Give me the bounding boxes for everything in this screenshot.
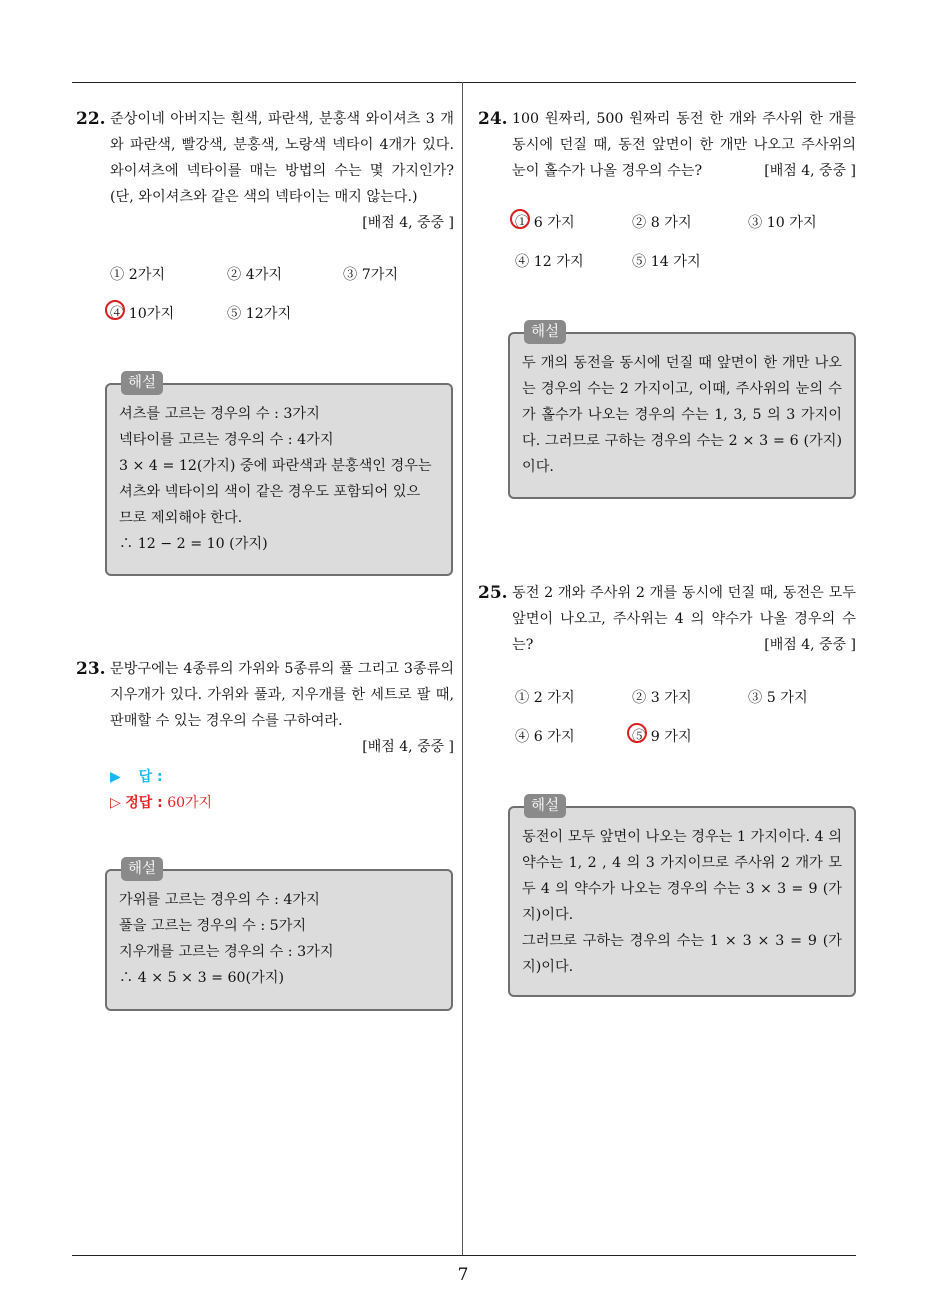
choice-1[interactable]: ① 2가지 bbox=[110, 267, 166, 283]
column-divider bbox=[462, 82, 463, 1255]
solution-box-23 bbox=[105, 861, 453, 1011]
question-text: 준상이네 아버지는 흰색, 파란색, 분홍색 와이셔츠 3 개와 파란색, 빨강색, 분홍색, 노랑색 넥타이 4개가 있다. 와이셔츠에 넥타이를 매는 방법의 수는 몇 가지인가?(단, 와이셔츠와 같은 색의 넥타이는 매지 않는다.) bbox=[110, 111, 454, 205]
solution-line: ∴ 12 − 2 = 10 (가지) bbox=[119, 536, 268, 552]
top-rule bbox=[72, 82, 856, 83]
score-meta: [배점 4, 중중 ] bbox=[362, 739, 454, 755]
choice-1[interactable]: ① 6 가지 bbox=[515, 212, 575, 232]
question-25 bbox=[478, 580, 856, 658]
solution-line: 므로 제외해야 한다. bbox=[119, 510, 243, 526]
question-24 bbox=[478, 106, 856, 184]
solution-text: 동전이 모두 앞면이 나오는 경우는 1 가지이다. 4 의 약수는 1, 2 , 4 의 3 가지이므로 주사위 2 개가 모두 4 의 약수가 나오는 경우의 수는 3 × 3 = 9 (가지)이다. bbox=[522, 829, 842, 923]
solution-tab: 해설 bbox=[121, 371, 163, 395]
question-number: 22. bbox=[76, 109, 106, 129]
solution-box-22 bbox=[105, 375, 453, 576]
solution-text: 두 개의 동전을 동시에 던질 때 앞면이 한 개만 나오는 경우의 수는 2 가지이고, 이때, 주사위의 눈의 수가 홀수가 나오는 경우의 수는 1, 3, 5 의 3 가지이다. 그러므로 구하는 경우의 수는 2 × 3 = 6 (가지)이다. bbox=[522, 355, 842, 475]
choice-2[interactable]: ② 8 가지 bbox=[632, 215, 692, 231]
choice-3[interactable]: ③ 5 가지 bbox=[748, 690, 808, 706]
solution-box-25 bbox=[508, 798, 856, 997]
solution-line: 셔츠를 고르는 경우의 수 : 3가지 bbox=[119, 406, 320, 422]
answer-key-marker-icon: ▷ bbox=[110, 795, 121, 811]
choice-5[interactable]: ⑤ 9 가지 bbox=[632, 726, 692, 746]
choice-2[interactable]: ② 3 가지 bbox=[632, 690, 692, 706]
choice-4[interactable]: ④ 10가지 bbox=[110, 303, 174, 323]
solution-tab: 해설 bbox=[524, 320, 566, 344]
question-text: 문방구에는 4종류의 가위와 5종류의 풀 그리고 3종류의 지우개가 있다. 가위와 풀과, 지우개를 한 세트로 팔 때, 판매할 수 있는 경우의 수를 구하여라. bbox=[110, 661, 454, 729]
answer-marker-icon: ▶ bbox=[110, 769, 121, 785]
score-meta: [배점 4, 중중 ] bbox=[764, 637, 856, 653]
choice-4[interactable]: ④ 6 가지 bbox=[515, 729, 575, 745]
choice-4[interactable]: ④ 12 가지 bbox=[515, 254, 584, 270]
page-number: 7 bbox=[457, 1265, 469, 1285]
solution-box-24 bbox=[508, 324, 856, 499]
choice-1[interactable]: ① 2 가지 bbox=[515, 690, 575, 706]
answer-row[interactable] bbox=[110, 764, 212, 790]
answer-key-value: 60가지 bbox=[167, 795, 213, 811]
bottom-rule bbox=[72, 1255, 856, 1256]
choice-3[interactable]: ③ 10 가지 bbox=[748, 215, 817, 231]
answer-circle-mark bbox=[627, 723, 647, 743]
question-number: 24. bbox=[478, 109, 508, 129]
choice-5[interactable]: ⑤ 14 가지 bbox=[632, 254, 701, 270]
answer-circle-mark bbox=[105, 300, 125, 320]
solution-line: 넥타이를 고르는 경우의 수 : 4가지 bbox=[119, 432, 334, 448]
answer-key-label: 정답 : bbox=[125, 795, 163, 811]
solution-line: 지우개를 고르는 경우의 수 : 3가지 bbox=[119, 944, 334, 960]
question-22 bbox=[76, 106, 454, 236]
answer-key-row bbox=[110, 790, 212, 816]
score-meta: [배점 4, 중중 ] bbox=[362, 215, 454, 231]
choice-2[interactable]: ② 4가지 bbox=[227, 267, 283, 283]
answer-label: 답 : bbox=[138, 769, 163, 785]
question-23 bbox=[76, 656, 454, 760]
answer-circle-mark bbox=[510, 209, 530, 229]
question-number: 23. bbox=[76, 659, 106, 679]
solution-line: 가위를 고르는 경우의 수 : 4가지 bbox=[119, 892, 320, 908]
question-number: 25. bbox=[478, 583, 508, 603]
choice-5[interactable]: ⑤ 12가지 bbox=[227, 306, 292, 322]
score-meta: [배점 4, 중중 ] bbox=[764, 163, 856, 179]
solution-line: ∴ 4 × 5 × 3 = 60(가지) bbox=[119, 970, 285, 986]
solution-text: 그러므로 구하는 경우의 수는 1 × 3 × 3 = 9 (가지)이다. bbox=[522, 933, 842, 975]
question-text: 동전 2 개와 주사위 2 개를 동시에 던질 때, 동전은 모두 앞면이 나오고, 주사위는 4 의 약수가 나올 경우의 수는? [배점 4, 중중 ] bbox=[478, 580, 856, 658]
choice-3[interactable]: ③ 7가지 bbox=[343, 267, 399, 283]
question-text: 100 원짜리, 500 원짜리 동전 한 개와 주사위 한 개를 동시에 던질 때, 동전 앞면이 한 개만 나오고 주사위의 눈이 홀수가 나올 경우의 수는? [배점 4, 중중 ] bbox=[478, 106, 856, 184]
solution-line: 3 × 4 = 12(가지) 중에 파란색과 분홍색인 경우는 bbox=[119, 458, 432, 474]
solution-line: 셔츠와 넥타이의 색이 같은 경우도 포함되어 있으 bbox=[119, 484, 421, 500]
solution-tab: 해설 bbox=[121, 857, 163, 881]
solution-line: 풀을 고르는 경우의 수 : 5가지 bbox=[119, 918, 307, 934]
solution-tab: 해설 bbox=[524, 794, 566, 818]
answer-area-23 bbox=[110, 764, 212, 816]
